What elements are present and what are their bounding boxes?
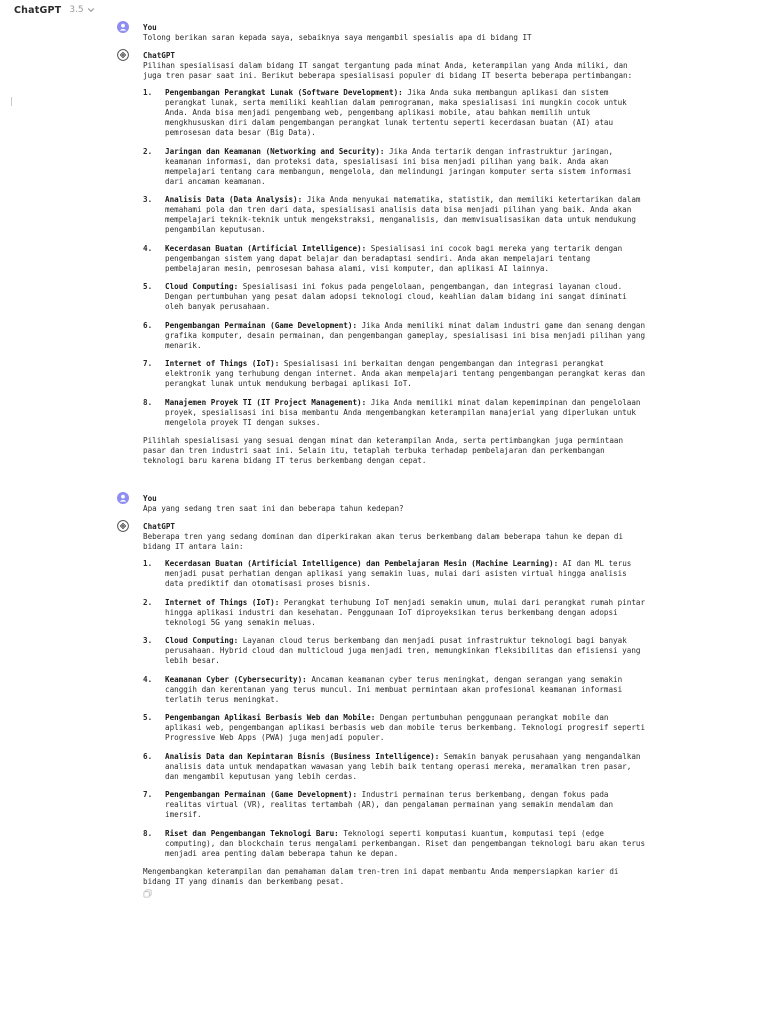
list-item-text: Teknologi seperti komputasi kuantum, komputasi tepi (edge computing), dan blockchain terus mengalami perkembangan. Riset dan pengembangan teknologi baru akan terus menjadi area penting dalam beberapa tahun ke depan. <box>165 828 646 858</box>
list-item-title: Pengembangan Perangkat Lunak (Software Development): <box>165 88 403 97</box>
list-item-number: 1. <box>143 88 153 97</box>
app-title: ChatGPT <box>14 4 62 16</box>
author-name: You <box>143 22 157 32</box>
list-item-title: Manajemen Proyek TI (IT Project Management): <box>165 397 367 407</box>
list-item-title: Riset dan Pengembangan Teknologi Baru: <box>165 828 339 838</box>
list-item-title: Cloud Computing: <box>165 636 239 645</box>
message-body <box>143 33 647 43</box>
list-item <box>143 675 647 705</box>
list-item-number: 3. <box>143 195 153 204</box>
list-item <box>143 282 647 312</box>
list-item <box>143 147 647 187</box>
list-item-title: Analisis Data dan Kepintaran Bisnis (Business Intelligence): <box>165 751 440 761</box>
list-item-title: Internet of Things (IoT): <box>165 359 280 368</box>
list-item-title: Keamanan Cyber (Cybersecurity): <box>165 674 307 684</box>
list-item-title: Cloud Computing: <box>165 282 239 291</box>
message-header <box>117 520 647 532</box>
conversation-thread <box>117 21 647 898</box>
message-body <box>143 61 647 466</box>
list-item <box>143 752 647 782</box>
list-item-text: AI dan ML terus menjadi pusat perhatian dengan aplikasi yang semakin luas, mulai dari asisten virtual hingga analisis data prediktif dan otomatisasi proses bisnis. <box>165 559 632 588</box>
list-item-number: 2. <box>143 146 153 156</box>
list-item-text: Jika Anda menyukai matematika, statistik, dan memiliki ketertarikan dalam memahami pola dan tren dari data, spesialisasi analisis data bisa menjadi pilihan yang baik. Anda akan mempelajari teknik-teknik untuk mengekstraksi, menganalisis, dan memvisualisasikan data untuk mendukung pengambilan keputusan. <box>165 195 641 234</box>
list-item <box>143 829 647 859</box>
assistant-message <box>117 520 647 898</box>
list-item-text: Ancaman keamanan cyber terus meningkat, dengan serangan yang semakin canggih dan kerentanan yang terus muncul. Ini membuat permintaan akan profesional keamanan informasi terlatih terus meningkat. <box>165 674 623 704</box>
list-item-number: 5. <box>143 282 153 291</box>
list-item-title: Pengembangan Permainan (Game Development): <box>165 790 358 799</box>
list-item-text: Spesialisasi ini berkaitan dengan pengembangan dan integrasi perangkat elektronik yang terhubung dengan internet. Anda akan mempelajari tentang pengembangan perangkat keras dan perangkat lunak untuk mendukung berbagai aplikasi IoT. <box>165 359 646 388</box>
scroll-indicator <box>11 97 12 106</box>
copy-icon[interactable] <box>143 889 152 898</box>
list-item-title: Analisis Data (Data Analysis): <box>165 195 303 204</box>
numbered-list <box>143 559 647 859</box>
list-item-text: Industri permainan terus berkembang, dengan fokus pada realitas virtual (VR), realitas tertambah (AR), dan pengalaman permainan yang semakin mendalam dan imersif. <box>165 790 614 819</box>
openai-logo-icon <box>117 520 129 532</box>
list-item <box>143 398 647 428</box>
list-item-number: 7. <box>143 359 153 368</box>
list-item-text: Jika Anda tertarik dengan infrastruktur jaringan, keamanan informasi, dan proteksi data, spesialisasi ini bisa menjadi pilihan yang baik. Anda akan mempelajari tentang cara membangun, mengelola, dan melindungi jaringan komputer serta sistem informasi dari ancaman keamanan. <box>165 146 632 186</box>
user-prompt-text: Apa yang sedang tren saat ini dan beberapa tahun kedepan? <box>143 504 404 513</box>
list-item-text: Jika Anda memiliki minat dalam kepemimpinan dan pengelolaan proyek, spesialisasi ini bisa membantu Anda mengembangkan keterampilan manajerial yang diperlukan untuk mengelola proyek TI dengan sukses. <box>165 397 641 427</box>
list-item-text: Spesialisasi ini cocok bagi mereka yang tertarik dengan pengembangan sistem yang dapat belajar dan beradaptasi sendiri. Anda akan mempelajari tentang pembelajaran mesin, pemrosesan bahasa alami, visi komputer, dan aplikasi AI lainnya. <box>165 243 623 273</box>
author-name: ChatGPT <box>143 521 176 531</box>
list-item-number: 6. <box>143 751 153 761</box>
user-avatar-icon <box>117 492 129 504</box>
message-spacer <box>117 466 647 492</box>
list-item-text: Perangkat terhubung IoT menjadi semakin umum, mulai dari perangkat rumah pintar hingga aplikasi industri dan kesehatan. Penggunaan IoT diproyeksikan terus berkembang dengan adopsi teknologi 5G yang semakin meluas. <box>165 597 646 627</box>
list-item-text: Semakin banyak perusahaan yang mengandalkan analisis data untuk mendapatkan wawasan yang lebih baik tentang operasi mereka, meramalkan tren pasar, dan mengambil keputusan yang lebih cerdas. <box>165 751 641 781</box>
model-selector[interactable] <box>14 3 96 17</box>
message-header <box>117 492 647 504</box>
response-closing: Pilihlah spesialisasi yang sesuai dengan minat dan keterampilan Anda, serta pertimbangkan juga permintaan pasar dan tren industri saat ini. Selain itu, tetaplah terbuka terhadap pembelajaran dan perkembangan teknologi baru karena bidang IT terus berkembang dengan cepat. <box>143 436 624 465</box>
user-message <box>117 492 647 514</box>
message-body <box>143 504 647 514</box>
list-item-title: Internet of Things (IoT): <box>165 597 280 607</box>
list-item-text: Layanan cloud terus berkembang dan menjadi pusat infrastruktur teknologi bagi banyak perusahaan. Hybrid cloud dan multicloud juga menjadi tren, memungkinkan fleksibilitas dan efisiensi yang lebih besar. <box>165 636 641 665</box>
message-header <box>117 21 647 33</box>
response-intro: Pilihan spesialisasi dalam bidang IT sangat tergantung pada minat Anda, keterampilan yang Anda miliki, dan juga tren pasar saat ini. Berikut beberapa spesialisasi populer di bidang IT beserta beberapa pertimbangan: <box>143 61 633 80</box>
list-item-title: Kecerdasan Buatan (Artificial Intelligence): <box>165 243 367 253</box>
list-item-title: Jaringan dan Keamanan (Networking and Security): <box>165 146 385 156</box>
list-item-text: Jika Anda memiliki minat dalam industri game dan senang dengan grafika komputer, desain permainan, dan pengembangan gameplay, spesialisasi ini bisa menjadi pilihan yang menarik. <box>165 320 646 350</box>
list-item <box>143 598 647 628</box>
list-item-number: 4. <box>143 674 153 684</box>
list-item-text: Jika Anda suka membangun aplikasi dan sistem perangkat lunak, serta memiliki keahlian dalam pemrograman, maka spesialisasi ini mungkin cocok untuk Anda. Anda bisa menjadi pengembang web, pengembang aplikasi mobile, atau bahkan memilih untuk mengkhususkan diri dalam pengembangan perangkat lunak tertentu seperti kecerdasan buatan (AI) atau pemrosesan data besar (Big Data). <box>165 88 627 137</box>
list-item-text: Dengan pertumbuhan penggunaan perangkat mobile dan aplikasi web, pengembangan aplikasi berbasis web dan mobile terus berkembang. Teknologi progresif seperti Progressive Web Apps (PWA) juga menjadi populer. <box>165 713 646 742</box>
list-item <box>143 88 647 138</box>
list-item-number: 8. <box>143 397 153 407</box>
author-name: ChatGPT <box>143 50 176 60</box>
user-avatar-icon <box>117 21 129 33</box>
user-prompt-text: Tolong berikan saran kepada saya, sebaiknya saya mengambil spesialis apa di bidang IT <box>143 33 532 42</box>
list-item-number: 4. <box>143 243 153 253</box>
list-item-number: 8. <box>143 828 153 838</box>
list-item <box>143 559 647 589</box>
response-intro: Beberapa tren yang sedang dominan dan diperkirakan akan terus berkembang dalam beberapa tahun ke depan di bidang IT antara lain: <box>143 532 624 551</box>
chevron-down-icon <box>86 5 96 15</box>
list-item-title: Pengembangan Aplikasi Berbasis Web dan Mobile: <box>165 713 376 722</box>
list-item <box>143 195 647 235</box>
list-item-number: 6. <box>143 320 153 330</box>
list-item-number: 3. <box>143 636 153 645</box>
list-item-number: 7. <box>143 790 153 799</box>
list-item <box>143 636 647 666</box>
message-header <box>117 49 647 61</box>
list-item <box>143 244 647 274</box>
assistant-message <box>117 49 647 466</box>
list-item-number: 2. <box>143 597 153 607</box>
list-item <box>143 359 647 389</box>
list-item-number: 1. <box>143 559 153 568</box>
openai-logo-icon <box>117 49 129 61</box>
list-item <box>143 790 647 820</box>
list-item <box>143 713 647 743</box>
user-message <box>117 21 647 43</box>
list-item <box>143 321 647 351</box>
response-closing: Mengembangkan keterampilan dan pemahaman dalam tren-tren ini dapat membantu Anda mempersiapkan karier di bidang IT yang dinamis dan berkembang pesat. <box>143 867 619 886</box>
list-item-title: Kecerdasan Buatan (Artificial Intelligence) dan Pembelajaran Mesin (Machine Learning): <box>165 559 559 568</box>
list-item-number: 5. <box>143 713 153 722</box>
author-name: You <box>143 493 157 503</box>
model-version: 3.5 <box>69 5 84 15</box>
list-item-text: Spesialisasi ini fokus pada pengelolaan, pengembangan, dan integrasi layanan cloud. Dengan pertumbuhan yang pesat dalam adopsi teknologi cloud, keahlian dalam bidang ini sangat diminati oleh banyak perusahaan. <box>165 282 627 311</box>
numbered-list <box>143 88 647 428</box>
list-item-title: Pengembangan Permainan (Game Development): <box>165 320 358 330</box>
message-body <box>143 532 647 887</box>
